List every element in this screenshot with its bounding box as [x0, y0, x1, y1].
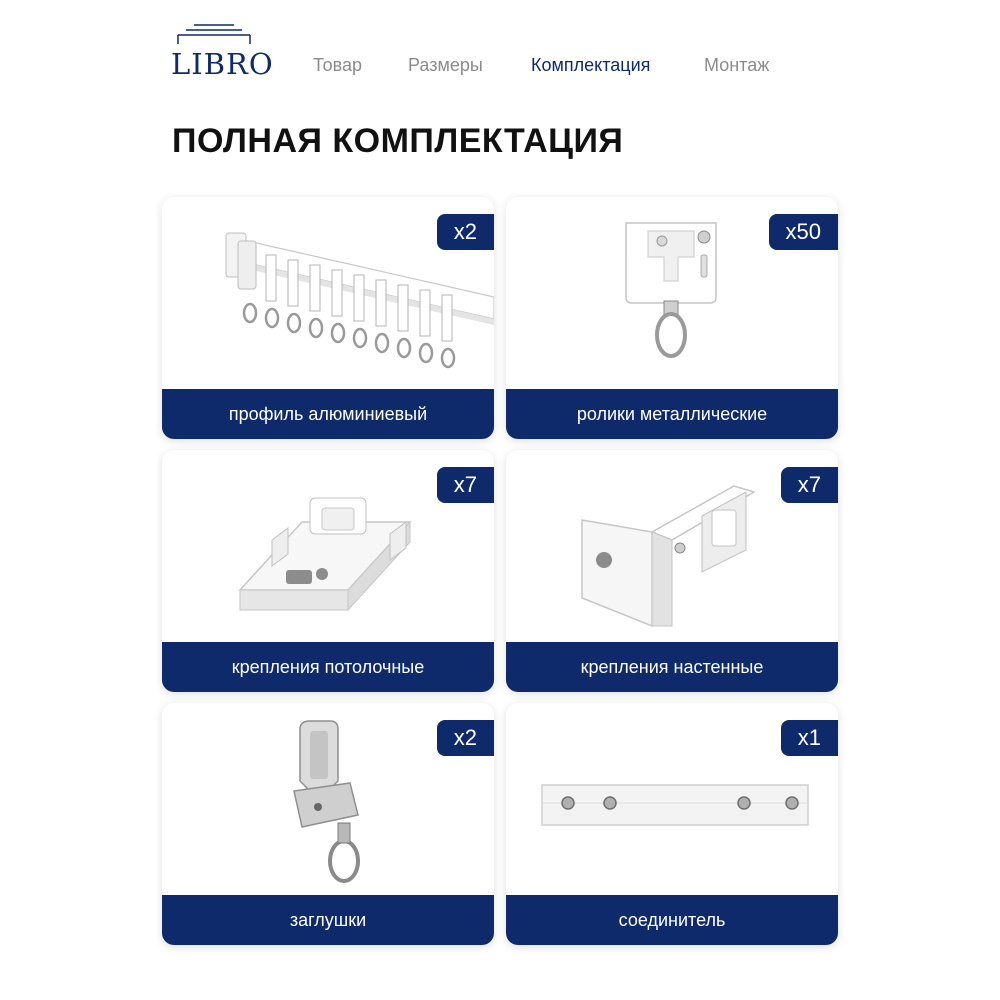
quantity-badge: x1 — [781, 720, 838, 756]
item-caption: крепления потолочные — [162, 642, 494, 692]
item-caption: профиль алюминиевый — [162, 389, 494, 439]
brand-logo[interactable] — [170, 22, 274, 81]
item-caption: крепления настенные — [506, 642, 838, 692]
item-caption: соединитель — [506, 895, 838, 945]
item-caption: заглушки — [162, 895, 494, 945]
kit-item-profile — [162, 197, 494, 439]
nav-item-sizes[interactable]: Размеры — [408, 55, 483, 75]
kit-item-end-caps — [162, 703, 494, 945]
kit-item-gliders — [506, 197, 838, 439]
nav-item-kit[interactable]: Комплектация — [531, 55, 651, 75]
logo-text: LIBRO — [171, 47, 274, 81]
quantity-badge: x50 — [769, 214, 838, 250]
kit-item-ceiling-brackets — [162, 450, 494, 692]
page-title: ПОЛНАЯ КОМПЛЕКТАЦИЯ — [172, 122, 624, 160]
quantity-badge: x2 — [437, 720, 494, 756]
nav-item-installation[interactable]: Монтаж — [704, 55, 770, 75]
quantity-badge: x7 — [437, 467, 494, 503]
kit-item-connector — [506, 703, 838, 945]
logo-mark-icon — [170, 22, 262, 48]
quantity-badge: x2 — [437, 214, 494, 250]
item-caption: ролики металлические — [506, 389, 838, 439]
nav-item-product[interactable]: Товар — [313, 55, 362, 75]
kit-item-wall-brackets — [506, 450, 838, 692]
quantity-badge: x7 — [781, 467, 838, 503]
